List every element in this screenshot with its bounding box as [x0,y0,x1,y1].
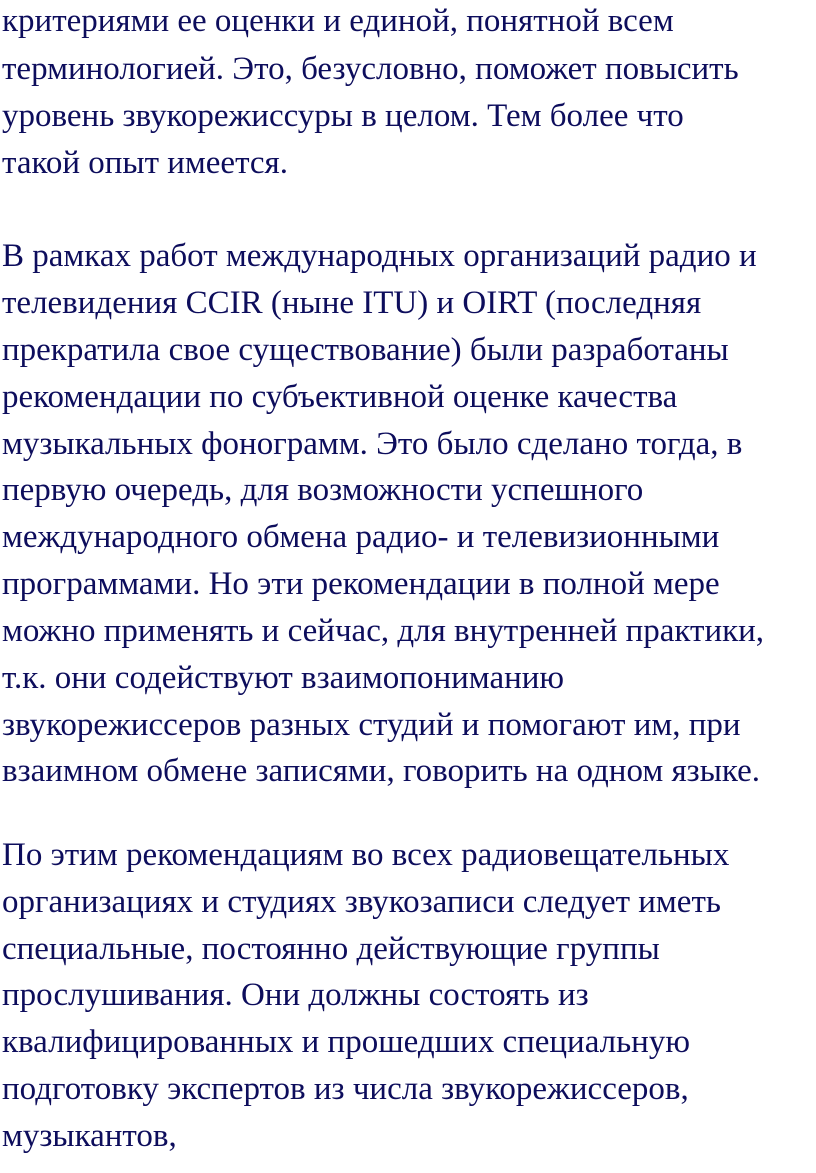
paragraph-2-line-7: международного обмена радио- и телевизионными [2,519,720,555]
paragraph-1-line-3: уровень звукорежиссуры в целом. Тем более что [2,98,684,134]
paragraph-2-line-3: прекратила свое существование) были разработаны [2,332,729,368]
paragraph-2-line-8: программами. Но эти рекомендации в полной мере [2,566,720,602]
paragraph-3-line-1: По этим рекомендациям во всех радиовещательных [2,837,730,873]
paragraph-2-line-11: звукорежиссеров разных студий и помогают им, при [2,707,741,743]
paragraph-2-line-10: т.к. они содействуют взаимопониманию [2,660,565,696]
paragraph-3-line-6: подготовку экспертов из числа звукорежиссеров, [2,1071,689,1107]
paragraph-2-line-4: рекомендации по субъективной оценке качества [2,379,678,415]
paragraph-1-line-4: такой опыт имеется. [2,145,288,181]
paragraph-2-line-12: взаимном обмене записями, говорить на одном языке. [2,753,760,789]
paragraph-3-line-3: специальные, постоянно действующие группы [2,931,660,967]
paragraph-2-line-2: телевидения CCIR (ныне ITU) и OIRT (последняя [2,285,702,321]
paragraph-2-line-5: музыкальных фонограмм. Это было сделано тогда, в [2,426,743,462]
paragraph-3-line-4: прослушивания. Они должны состоять из [2,977,589,1013]
paragraph-1-line-2: терминологией. Это, безусловно, поможет повысить [2,51,739,87]
paragraph-1-line-1: критериями ее оценки и единой, понятной всем [2,3,674,39]
paragraph-2-line-9: можно применять и сейчас, для внутренней практики, [2,613,765,649]
paragraph-2-line-6: первую очередь, для возможности успешного [2,472,644,508]
paragraph-3-line-7: музыкантов, [2,1118,177,1154]
paragraph-3-line-5: квалифицированных и прошедших специальную [2,1024,690,1060]
paragraph-2-line-1: В рамках работ международных организаций радио и [2,238,757,274]
paragraph-3-line-2: организациях и студиях звукозаписи следует иметь [2,884,721,920]
